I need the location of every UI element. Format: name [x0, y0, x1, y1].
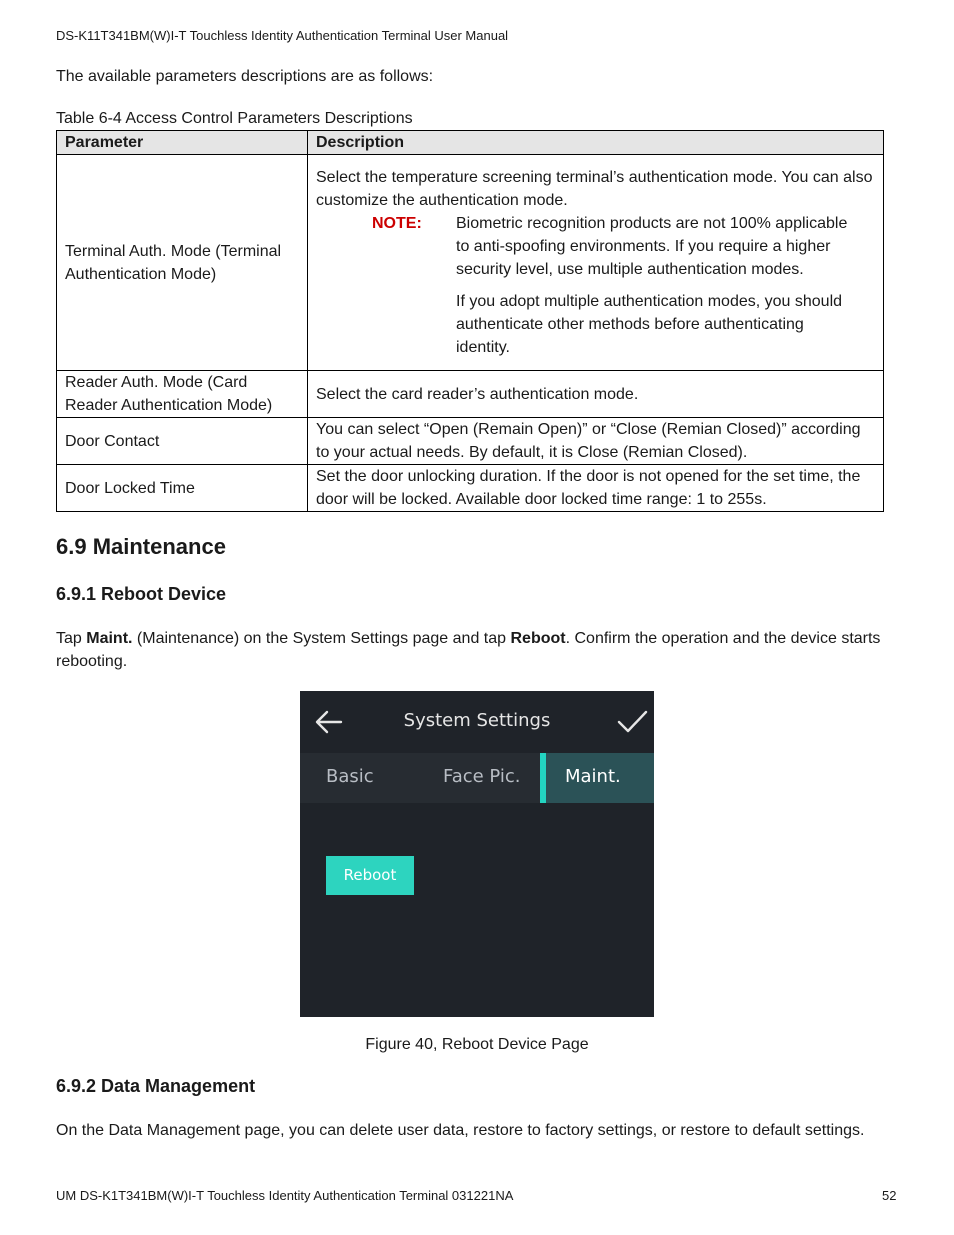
device-title-bar — [300, 691, 654, 753]
parameter-cell: Terminal Auth. Mode (Terminal Authentication Mode) — [57, 155, 308, 371]
description-text: Select the temperature screening terminal’s authentication mode. You can also customize the authentication mode. — [316, 169, 873, 209]
tab-face-pic[interactable]: Face Pic. — [443, 766, 521, 787]
tab-maint[interactable]: Maint. — [540, 753, 654, 803]
reboot-button[interactable]: Reboot — [326, 856, 414, 895]
tab-basic[interactable]: Basic — [326, 766, 374, 787]
reboot-term: Reboot — [510, 630, 566, 647]
maint-term: Maint. — [86, 630, 133, 647]
note-paragraph: Biometric recognition products are not 100% applicable to anti-spoofing environments. If you require a higher security level, use multiple authentication modes. — [456, 215, 848, 278]
table-row — [57, 371, 884, 418]
text-run: . Confirm the operation and the device starts rebooting. — [56, 630, 881, 670]
description-cell — [308, 155, 884, 371]
subsection-title: 6.9.2 Data Management — [56, 1076, 256, 1096]
checkmark-icon[interactable] — [616, 707, 648, 737]
parameter-cell: Door Locked Time — [57, 465, 308, 512]
description-cell: Set the door unlocking duration. If the door is not opened for the set time, the door will be locked. Available door locked time range: 1 to 255s. — [308, 465, 884, 512]
table-caption: Table 6-4 Access Control Parameters Descriptions — [56, 110, 413, 127]
figure-caption: Figure 40, Reboot Device Page — [365, 1036, 589, 1053]
table-row — [57, 465, 884, 512]
note-label: NOTE: — [372, 215, 422, 232]
header-parameter: Parameter — [57, 131, 308, 155]
note-text — [456, 212, 856, 359]
device-tab-bar — [300, 753, 654, 803]
description-cell: Select the card reader’s authentication mode. — [308, 371, 884, 418]
parameter-cell: Door Contact — [57, 418, 308, 465]
note-paragraph: If you adopt multiple authentication modes, you should authenticate other methods before authenticating identity. — [456, 293, 843, 356]
page-footer: UM DS-K1T341BM(W)I-T Touchless Identity Authentication Terminal 031221NA — [56, 1188, 514, 1203]
table-row — [57, 155, 884, 371]
intro-text: The available parameters descriptions are as follows: — [56, 68, 434, 85]
description-cell: You can select “Open (Remain Open)” or “Close (Remian Closed)” according to your actual needs. By default, it is Close (Remian Closed). — [308, 418, 884, 465]
subsection-title: 6.9.1 Reboot Device — [56, 584, 227, 604]
data-management-text: On the Data Management page, you can delete user data, restore to factory settings, or restore to default settings. — [56, 1122, 865, 1139]
note-block — [316, 212, 875, 359]
page-number: 52 — [882, 1188, 897, 1203]
parameter-cell: Reader Auth. Mode (Card Reader Authentication Mode) — [57, 371, 308, 418]
table-row — [57, 418, 884, 465]
device-screen-figure — [300, 691, 654, 1017]
reboot-instructions — [56, 627, 902, 673]
section-title: 6.9 Maintenance — [56, 534, 226, 559]
text-run: (Maintenance) on the System Settings page and tap — [132, 630, 511, 647]
parameters-table — [56, 130, 884, 512]
table-header-row — [57, 131, 884, 155]
device-title: System Settings — [403, 710, 551, 731]
page-header: DS-K11T341BM(W)I-T Touchless Identity Authentication Terminal User Manual — [56, 28, 509, 43]
text-run: Tap — [56, 630, 87, 647]
header-description: Description — [308, 131, 884, 155]
